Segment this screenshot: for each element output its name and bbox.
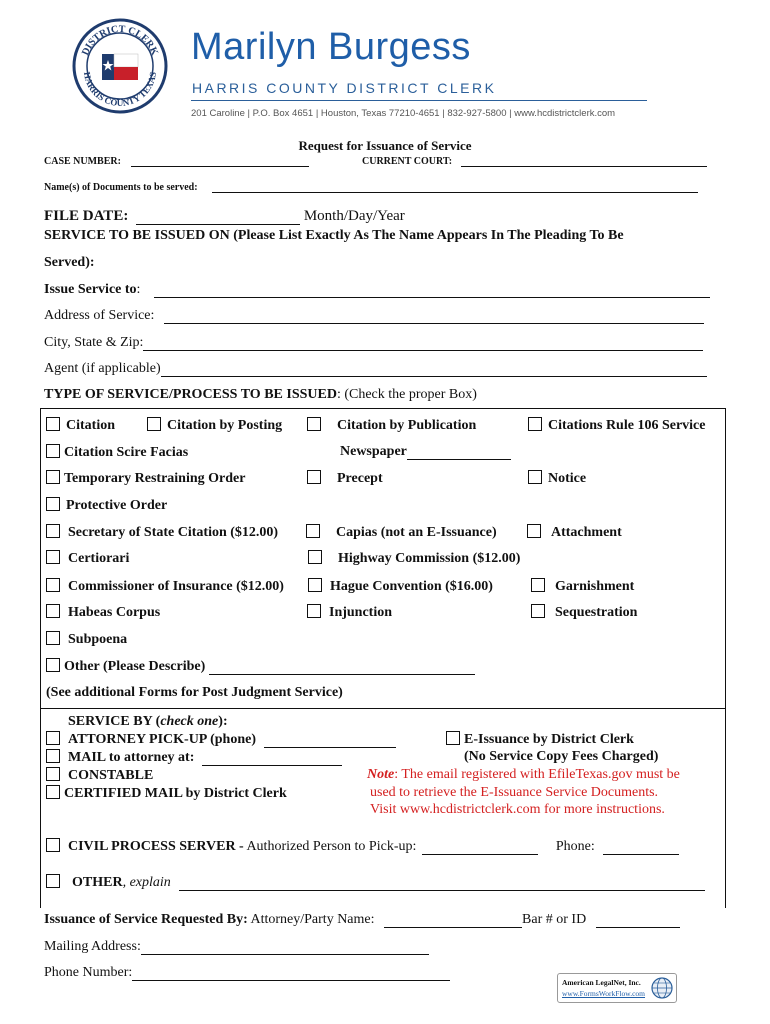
service-by-label-start: SERVICE BY (: [68, 714, 161, 729]
city-row: [44, 335, 703, 351]
case-number-label: CASE NUMBER:: [44, 156, 121, 167]
type-section-left-border: [40, 408, 41, 708]
option-label: CERTIFIED MAIL by District Clerk: [64, 786, 287, 801]
city-field[interactable]: [143, 350, 703, 351]
bar-label: Bar # or ID: [522, 912, 587, 927]
option-label: Capias (not an E-Issuance): [336, 525, 497, 540]
option-citation-scire[interactable]: [46, 444, 188, 461]
issue-service-label: Issue Service to: [44, 282, 137, 297]
option-highway[interactable]: [308, 550, 520, 567]
option-subpoena[interactable]: [46, 631, 127, 648]
checkbox[interactable]: [46, 838, 60, 852]
checkbox[interactable]: [46, 731, 60, 745]
mailing-label: Mailing Address:: [44, 939, 141, 954]
civil-process-person-field[interactable]: [422, 854, 538, 855]
issue-service-row: [44, 282, 710, 298]
type-hint: : (Check the proper Box): [336, 387, 477, 402]
option-label: Citations Rule 106 Service: [548, 418, 706, 433]
newspaper-field[interactable]: [407, 459, 511, 460]
checkbox[interactable]: [46, 874, 60, 888]
other-service-field[interactable]: [179, 890, 705, 891]
checkbox[interactable]: [46, 550, 60, 564]
mailing-field[interactable]: [141, 954, 429, 955]
address-label: Address of Service:: [44, 308, 155, 323]
current-court-label: CURRENT COURT:: [362, 156, 453, 167]
agent-row: [44, 361, 707, 377]
type-section-right-border: [725, 408, 726, 708]
other-service-italic: , explain: [122, 875, 171, 890]
option-label: Citation: [66, 418, 115, 433]
form-title: Request for Issuance of Service: [298, 138, 472, 153]
checkbox[interactable]: [46, 444, 60, 458]
checkbox[interactable]: [46, 767, 60, 781]
option-label: Sequestration: [555, 605, 638, 620]
option-citation-posting[interactable]: [147, 417, 282, 434]
type-section-top-border: [40, 408, 725, 409]
option-label: Injunction: [329, 605, 393, 620]
option-secretary-state[interactable]: [46, 524, 278, 541]
bar-field[interactable]: [596, 927, 680, 928]
documents-label: Name(s) of Documents to be served:: [44, 182, 198, 193]
option-mail-attorney[interactable]: [46, 749, 342, 766]
option-capias[interactable]: [306, 524, 497, 541]
service-on-label: SERVICE TO BE ISSUED ON (Please List Exactly As The Name Appears In The Pleading To Be: [44, 228, 624, 243]
civil-process-label: CIVIL PROCESS SERVER -: [68, 839, 244, 854]
checkbox[interactable]: [446, 731, 460, 745]
option-label: Certiorari: [68, 551, 130, 566]
attorney-name-label: Attorney/Party Name:: [247, 912, 375, 927]
option-label: Subpoena: [68, 632, 128, 647]
civil-process-phone-label: Phone:: [555, 839, 595, 854]
file-date-hint: Month/Day/Year: [303, 208, 405, 224]
checkbox[interactable]: [531, 604, 545, 618]
service-on-label-cont: Served):: [44, 255, 95, 270]
option-label: Highway Commission ($12.00): [338, 551, 521, 566]
option-e-issuance[interactable]: [446, 731, 634, 748]
service-by-left-border: [40, 708, 41, 908]
checkbox[interactable]: [527, 524, 541, 538]
option-hague[interactable]: [308, 578, 493, 595]
checkbox[interactable]: [528, 470, 542, 484]
option-label: Attachment: [551, 525, 622, 540]
header-divider: [191, 100, 647, 101]
footer-url[interactable]: www.FormsWorkFlow.com: [562, 989, 646, 998]
checkbox[interactable]: [307, 417, 321, 431]
option-label: Citation by Posting: [167, 418, 283, 433]
checkbox[interactable]: [46, 417, 60, 431]
option-other-service[interactable]: [46, 874, 705, 891]
issue-service-field[interactable]: [154, 297, 710, 298]
clerk-subtitle: HARRIS COUNTY DISTRICT CLERK: [192, 80, 497, 96]
mailing-row: [44, 939, 429, 955]
case-number-row: [44, 156, 309, 167]
option-label: Hague Convention ($16.00): [330, 579, 493, 594]
option-label: Garnishment: [555, 579, 635, 594]
file-date-row: [44, 208, 405, 225]
option-label: MAIL to attorney at:: [68, 750, 195, 765]
checkbox[interactable]: [306, 524, 320, 538]
option-sequestration[interactable]: [531, 604, 637, 621]
checkbox[interactable]: [46, 524, 60, 538]
globe-icon: [651, 977, 673, 999]
option-civil-process[interactable]: [46, 838, 679, 855]
option-garnishment[interactable]: [531, 578, 634, 595]
current-court-field[interactable]: [461, 166, 707, 167]
checkbox[interactable]: [46, 658, 60, 672]
option-attachment[interactable]: [527, 524, 622, 541]
clerk-address: 201 Caroline | P.O. Box 4651 | Houston, Texas 77210-4651 | 832-927-5800 | www.hcdistrictclerk.com: [191, 108, 616, 119]
option-citations-rule-106[interactable]: [528, 417, 705, 434]
option-label: Notice: [548, 471, 587, 486]
post-judgment-note: (See additional Forms for Post Judgment Service): [46, 685, 343, 700]
option-certiorari[interactable]: [46, 550, 129, 567]
service-by-label-italic: check one: [160, 714, 219, 729]
address-field[interactable]: [164, 323, 704, 324]
checkbox[interactable]: [46, 497, 60, 511]
option-newspaper: [340, 444, 511, 460]
requested-by-label: Issuance of Service Requested By:: [44, 912, 248, 927]
checkbox[interactable]: [46, 785, 60, 799]
checkbox[interactable]: [46, 604, 60, 618]
clerk-name: Marilyn Burgess: [191, 26, 471, 68]
mail-attorney-field[interactable]: [202, 765, 342, 766]
note-text-1: : The email registered with EfileTexas.gov must be: [394, 767, 680, 782]
option-label: E-Issuance by District Clerk: [464, 732, 634, 747]
issue-service-colon: :: [136, 282, 141, 297]
checkbox[interactable]: [307, 470, 321, 484]
option-label: Protective Order: [66, 498, 168, 513]
option-label: Precept: [337, 471, 383, 486]
option-commissioner[interactable]: [46, 578, 284, 595]
option-label: CONSTABLE: [68, 768, 154, 783]
city-label: City, State & Zip:: [44, 335, 144, 350]
case-number-field[interactable]: [131, 166, 309, 167]
service-by-label: [68, 714, 228, 730]
option-tro[interactable]: [46, 470, 245, 487]
option-attorney-pickup[interactable]: [46, 731, 396, 748]
service-by-top-border: [40, 708, 725, 709]
footer-company: American LegalNet, Inc.: [562, 978, 641, 987]
american-legalnet-logo: [557, 973, 677, 1003]
seal-bottom-text: HARRIS COUNTY TEXAS: [81, 71, 158, 108]
checkbox[interactable]: [46, 578, 60, 592]
option-protective-order[interactable]: [46, 497, 167, 514]
file-date-label: FILE DATE:: [44, 208, 129, 224]
other-service-label: OTHER: [72, 875, 123, 890]
phone-row: [44, 965, 450, 981]
service-by-right-border: [725, 708, 726, 908]
attorney-phone-field[interactable]: [264, 747, 396, 748]
option-other[interactable]: [46, 658, 475, 675]
civil-process-rest: Authorized Person to Pick-up:: [243, 839, 417, 854]
e-issuance-sub: (No Service Copy Fees Charged): [464, 749, 659, 764]
agent-field[interactable]: [161, 376, 707, 377]
option-notice[interactable]: [528, 470, 586, 487]
option-constable[interactable]: [46, 767, 153, 784]
agent-label: Agent (if applicable): [44, 361, 161, 376]
option-certified-mail[interactable]: [46, 785, 287, 802]
checkbox[interactable]: [528, 417, 542, 431]
e-issuance-note: [367, 767, 680, 783]
option-label: ATTORNEY PICK-UP (phone): [68, 732, 256, 747]
checkbox[interactable]: [46, 749, 60, 763]
note-text-3: Visit www.hcdistrictclerk.com for more instructions.: [370, 802, 665, 817]
note-text-2: used to retrieve the E-Issuance Service Documents.: [370, 785, 659, 800]
attorney-name-field[interactable]: [384, 927, 522, 928]
checkbox[interactable]: [46, 631, 60, 645]
option-label: Temporary Restraining Order: [64, 471, 246, 486]
checkbox[interactable]: [308, 578, 322, 592]
note-label: Note: [367, 767, 395, 782]
type-row: [44, 387, 477, 403]
option-label: Citation by Publication: [337, 418, 477, 433]
address-row: [44, 308, 704, 324]
documents-field[interactable]: [212, 192, 698, 193]
file-date-field[interactable]: [136, 224, 300, 225]
option-label: Newspaper: [340, 444, 407, 459]
civil-process-phone-field[interactable]: [603, 854, 679, 855]
option-label: Other (Please Describe): [64, 659, 206, 674]
phone-field[interactable]: [132, 980, 450, 981]
documents-row: [44, 182, 698, 193]
option-label: Habeas Corpus: [68, 605, 161, 620]
checkbox[interactable]: [308, 550, 322, 564]
checkbox[interactable]: [46, 470, 60, 484]
option-label: Commissioner of Insurance ($12.00): [68, 579, 284, 594]
phone-label: Phone Number:: [44, 965, 133, 980]
service-by-label-end: ):: [218, 714, 228, 729]
seal-top-text: DISTRICT CLERK: [79, 23, 161, 58]
option-label: Secretary of State Citation ($12.00): [68, 525, 279, 540]
option-habeas[interactable]: [46, 604, 160, 621]
option-citation[interactable]: [46, 417, 115, 434]
checkbox[interactable]: [531, 578, 545, 592]
type-label: TYPE OF SERVICE/PROCESS TO BE ISSUED: [44, 387, 337, 402]
option-precept[interactable]: [307, 470, 383, 487]
district-clerk-seal: [72, 18, 168, 114]
current-court-row: [362, 156, 707, 167]
other-describe-field[interactable]: [209, 674, 475, 675]
option-injunction[interactable]: [307, 604, 392, 621]
option-citation-publication[interactable]: [307, 417, 476, 434]
checkbox[interactable]: [307, 604, 321, 618]
option-label: Citation Scire Facias: [64, 445, 189, 460]
requested-by-row: [44, 912, 680, 928]
checkbox[interactable]: [147, 417, 161, 431]
